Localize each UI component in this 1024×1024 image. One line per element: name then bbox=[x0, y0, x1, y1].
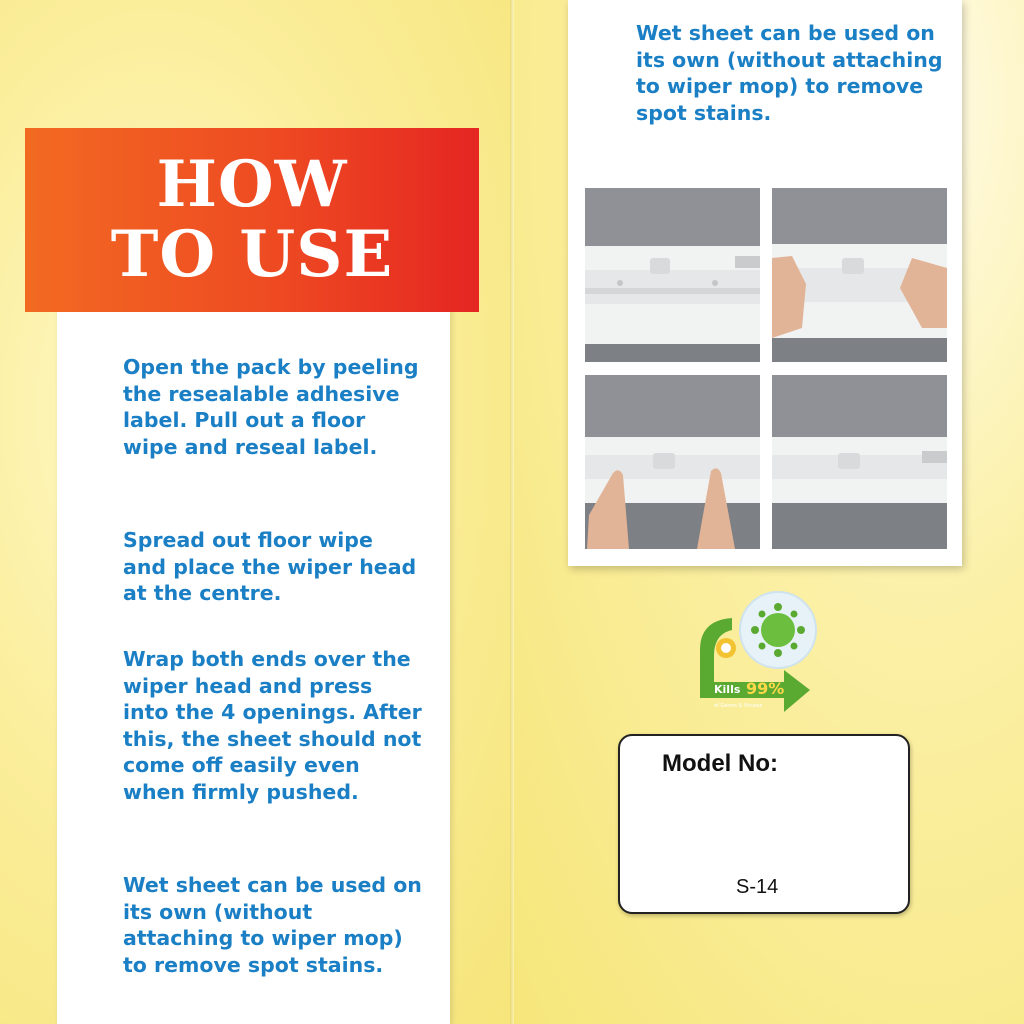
badge-sub-text: of Germs & Viruses bbox=[714, 703, 763, 709]
step-1-text: Open the pack by peeling the resealable adhesive label. Pull out a floor wipe and reseal label. bbox=[123, 355, 419, 459]
step-2-text: Spread out floor wipe and place the wiper head at the centre. bbox=[123, 528, 417, 605]
step-photo-2 bbox=[772, 188, 947, 362]
panel-divider bbox=[510, 0, 514, 1024]
banner-title-line-1: HOW bbox=[156, 147, 348, 222]
banner-title-line-2: TO USE bbox=[110, 217, 394, 292]
step-photo-4 bbox=[772, 375, 947, 549]
how-to-use-banner bbox=[25, 128, 479, 312]
badge-kills-text: Kills bbox=[714, 683, 741, 696]
model-number-label: Model No: bbox=[662, 750, 778, 777]
model-number-value: S-14 bbox=[736, 876, 779, 898]
step-3-text: Wrap both ends over the wiper head and press into the 4 openings. After this, the sheet should not come off easily even when firmly pushed. bbox=[123, 647, 422, 804]
step-4-text: Wet sheet can be used on its own (without attaching to wiper mop) to remove spot stains. bbox=[123, 873, 422, 977]
wet-sheet-text: Wet sheet can be used on its own (without attaching to wiper mop) to remove spot stains. bbox=[636, 21, 943, 125]
model-number-box bbox=[618, 734, 910, 914]
badge-percent-text: 99% bbox=[746, 679, 785, 698]
step-photo-3 bbox=[585, 375, 760, 549]
kills-99-percent-badge bbox=[692, 590, 822, 722]
step-photo-1 bbox=[585, 188, 760, 362]
